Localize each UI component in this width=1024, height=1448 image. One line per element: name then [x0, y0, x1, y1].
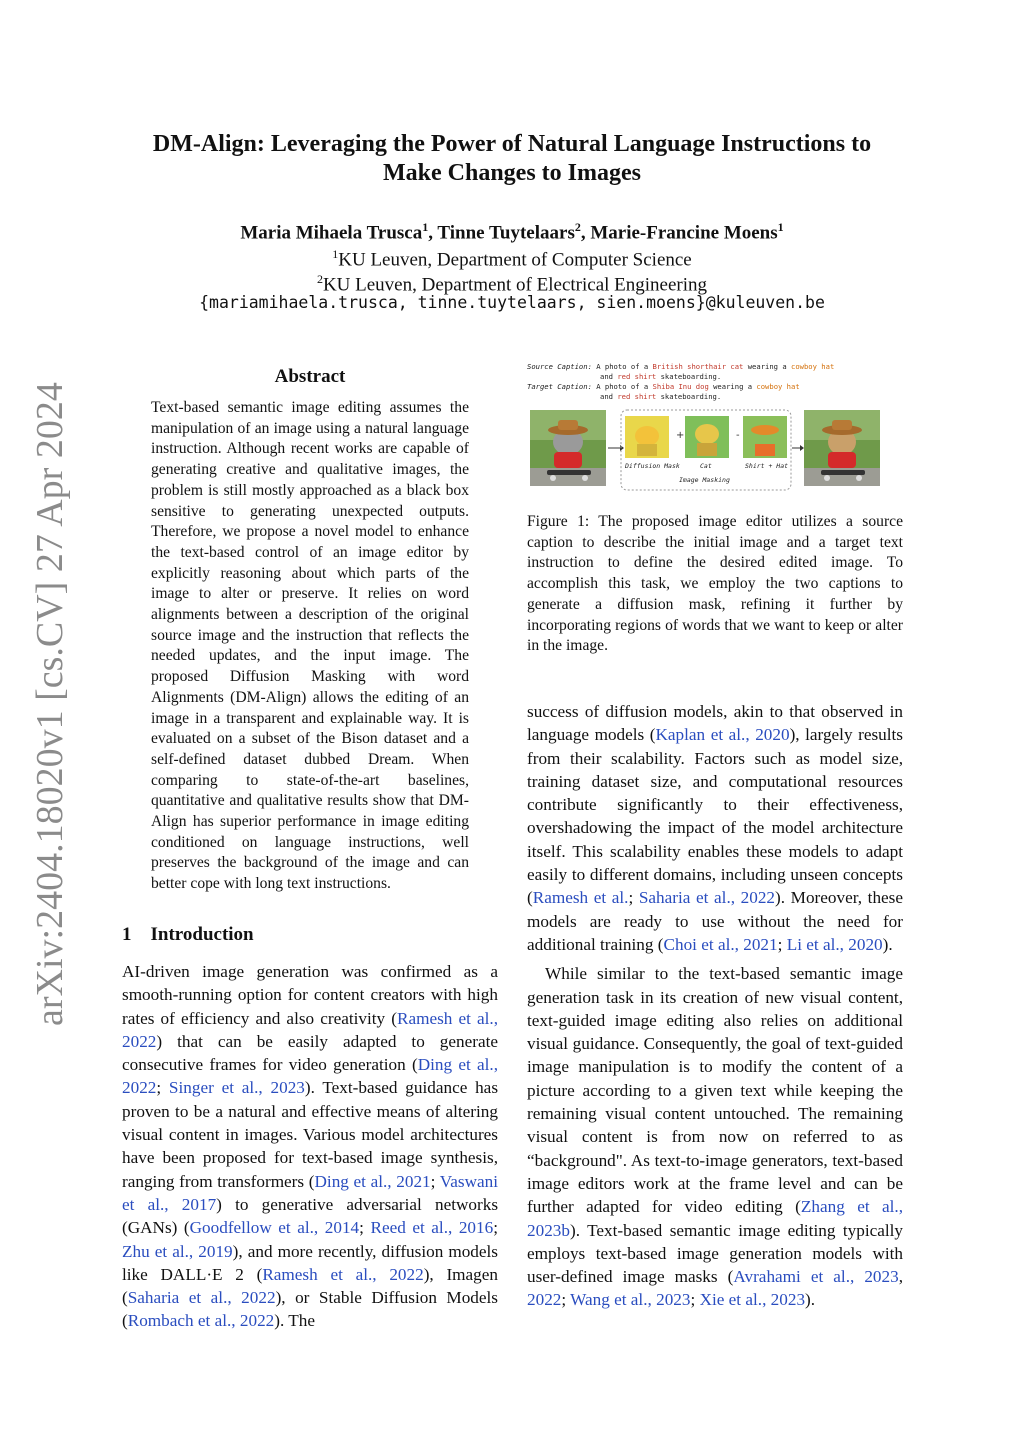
author-list: Maria Mihaela Trusca$^1$, Tinne Tuytelaars$^2$, Marie-Francine Moens$^1$ [240, 220, 784, 244]
source-cat-image [530, 410, 606, 486]
citation-link[interactable]: Singer et al., 2023 [168, 1078, 305, 1098]
author-3: Marie-Francine Moens [590, 222, 778, 244]
author-emails[interactable]: {mariamihaela.trusca, tinne.tuytelaars, sien.moens}@kuleuven.be [199, 293, 825, 312]
abstract-text: Text-based semantic image editing assumes the manipulation of an image using a natural language instruction. Although recent works are capable of generating creative and qualitative images, the problem is still mostly approached as a black box sensitive to generating unexpected outputs. Therefore, we propose a novel model to enhance the text-based control of an image editor by explicitly reasoning about which parts of the image to alter or preserve. It relies on word alignments between a description of the original source image and the instruction that reflects the needed updates, and the input image. The proposed Diffusion Masking with word Alignments (DM-Align) allows the editing of an image in a transparent and explainable way. It is evaluated on a subset of the Bison dataset and a self-defined dataset dubbed Dream. When comparing to state-of-the-art baselines, quantitative and qualitative results show that DM-Align has superior performance in image editing conditioned on language instructions, well preserves the background of the image and can better cope with long text instructions. [151, 399, 469, 893]
title-line-1: DM-Align: Leveraging the Power of Natural Language Instructions to [152, 131, 872, 157]
citation-link[interactable]: Ramesh et al., 2022 [122, 1008, 498, 1051]
author-2: Tinne Tuytelaars [437, 222, 575, 244]
citation-link[interactable]: Rombach et al., 2022 [127, 1311, 275, 1331]
figure-1-caption: Figure 1: The proposed image editor utilizes a source caption to describe the initial image and a target text instruction to define the desired edited image. To accomplish this task, we employ the two captions to generate a diffusion mask, refining it further by incorporating regions of words that we want to keep or alter in the image. [527, 513, 903, 655]
cat-mask-image [685, 416, 729, 458]
citation-link[interactable]: Saharia et al., 2022 [638, 888, 776, 908]
citation-link[interactable]: Li et al., 2020 [786, 934, 883, 954]
citation-link[interactable]: Zhu et al., 2019 [122, 1241, 233, 1261]
paper-title [100, 130, 924, 188]
citation-link[interactable]: Ding et al., 2022 [122, 1055, 498, 1098]
shirt-hat-mask-image [743, 416, 787, 458]
author-2-affil: 2 [574, 220, 581, 234]
figure-1 [527, 362, 907, 492]
section-heading [122, 924, 254, 946]
label-shirt-hat: Shirt + Hat [745, 462, 789, 470]
citation-link[interactable]: Vaswani et al., 2017 [122, 1171, 499, 1214]
author-1-affil: 1 [422, 220, 429, 234]
section-title: Introduction [150, 924, 254, 945]
abstract-heading: Abstract [274, 366, 346, 387]
plus-sign: + [676, 430, 685, 441]
citation-link[interactable]: Ramesh et al. [532, 888, 629, 908]
label-image-masking: Image Masking [679, 476, 730, 484]
affiliation-2-sup: 2 [316, 272, 323, 286]
citation-link[interactable]: Reed et al., 2016 [370, 1218, 494, 1238]
citation-link[interactable]: Wang et al., 2023 [570, 1290, 691, 1310]
figure-illustration [527, 408, 907, 494]
figure-target-caption: Target Caption: A photo of a Shiba Inu dog wearing a cowboy hat and red shirt skateboarding. [527, 382, 800, 401]
label-cat: Cat [700, 462, 712, 470]
author-1: Maria Mihaela Trusca [240, 222, 423, 244]
citation-link[interactable]: 2022 [527, 1290, 562, 1310]
author-3-affil: 1 [777, 220, 784, 234]
citation-link[interactable]: Xie et al., 2023 [699, 1290, 806, 1310]
intro-paragraph-1: AI-driven image generation was confirmed as a smooth-running option for content creators with high rates of efficiency and also creativity (Ramesh et al., 2022) that can be easily adapted to generate consecutive frames for video generation (Ding et al., 2022; Singer et al., 2023). Text-based guidance has proven to be a natural and effective means of altering visual content in images. Various model architectures have been proposed for text-based image synthesis, ranging from transformers (Ding et al., 2021; Vaswani et al., 2017) to generative adversarial networks (GANs) (Goodfellow et al., 2014; Reed et al., 2016; Zhu et al., 2019), and more recently, diffusion models like DALL·E 2 (Ramesh et al., 2022), Imagen (Saharia et al., 2022), or Stable Diffusion Models (Rombach et al., 2022). The [122, 962, 499, 1331]
citation-link[interactable]: Avrahami et al., 2023 [733, 1267, 899, 1287]
affiliation-2-text: KU Leuven, Department of Electrical Engineering [322, 274, 708, 296]
affiliation-1-text: KU Leuven, Department of Computer Science [338, 249, 692, 271]
intro-left-column [122, 960, 498, 1333]
intro-paragraph-2: success of diffusion models, akin to that observed in language models (Kaplan et al., 2020), largely results from their scalability. Factors such as model size, training dataset size, and computational resources contribute significantly to their effectiveness, overshadowing the impact of the model architecture itself. This scalability enables these models to adapt easily to different domains, including unseen concepts (Ramesh et al.; Saharia et al., 2022). Moreover, these models are ready to use without the need for additional training (Choi et al., 2021; Li et al., 2020). [527, 702, 903, 954]
edited-dog-image [804, 410, 880, 486]
citation-link[interactable]: Ding et al., 2021 [314, 1171, 431, 1191]
intro-paragraph-3: While similar to the text-based semantic image generation task in its creation of new visual content, text-guided image editing also relies on additional visual guidance. Consequently, the goal of text-guided image manipulation is to modify the content of a picture according to a given text while keeping the remaining visual content untouched. The remaining visual content is from now on referred to as “background". As text-to-image generators, text-based image editors work at the frame level and can be further adapted for video editing (Zhang et al., 2023b). Text-based semantic image editing typically employs text-based image generation models with user-defined image masks (Avrahami et al., 2023, 2022; Wang et al., 2023; Xie et al., 2023). [527, 964, 903, 1310]
section-number: 1 [122, 924, 132, 945]
citation-link[interactable]: Ramesh et al., 2022 [262, 1264, 424, 1284]
citation-link[interactable]: Saharia et al., 2022 [127, 1288, 276, 1308]
affiliation-1-sup: 1 [332, 247, 339, 261]
label-diffusion-mask: Diffusion Mask [625, 462, 680, 470]
citation-link[interactable]: Zhang et al., 2023b [527, 1197, 903, 1240]
minus-sign: - [736, 430, 740, 441]
diffusion-mask-image [625, 416, 669, 458]
title-line-2: Make Changes to Images [383, 160, 641, 186]
citation-link[interactable]: Choi et al., 2021 [663, 934, 778, 954]
intro-right-column [527, 700, 903, 1312]
citation-link[interactable]: Goodfellow et al., 2014 [189, 1218, 360, 1238]
figure-source-caption: Source Caption: A photo of a British shorthair cat wearing a cowboy hat and red shirt skateboarding. [527, 362, 835, 381]
citation-link[interactable]: Kaplan et al., 2020 [655, 725, 790, 745]
arxiv-stamp: arXiv:2404.18020v1 [cs.CV] 27 Apr 2024 [29, 382, 71, 1026]
